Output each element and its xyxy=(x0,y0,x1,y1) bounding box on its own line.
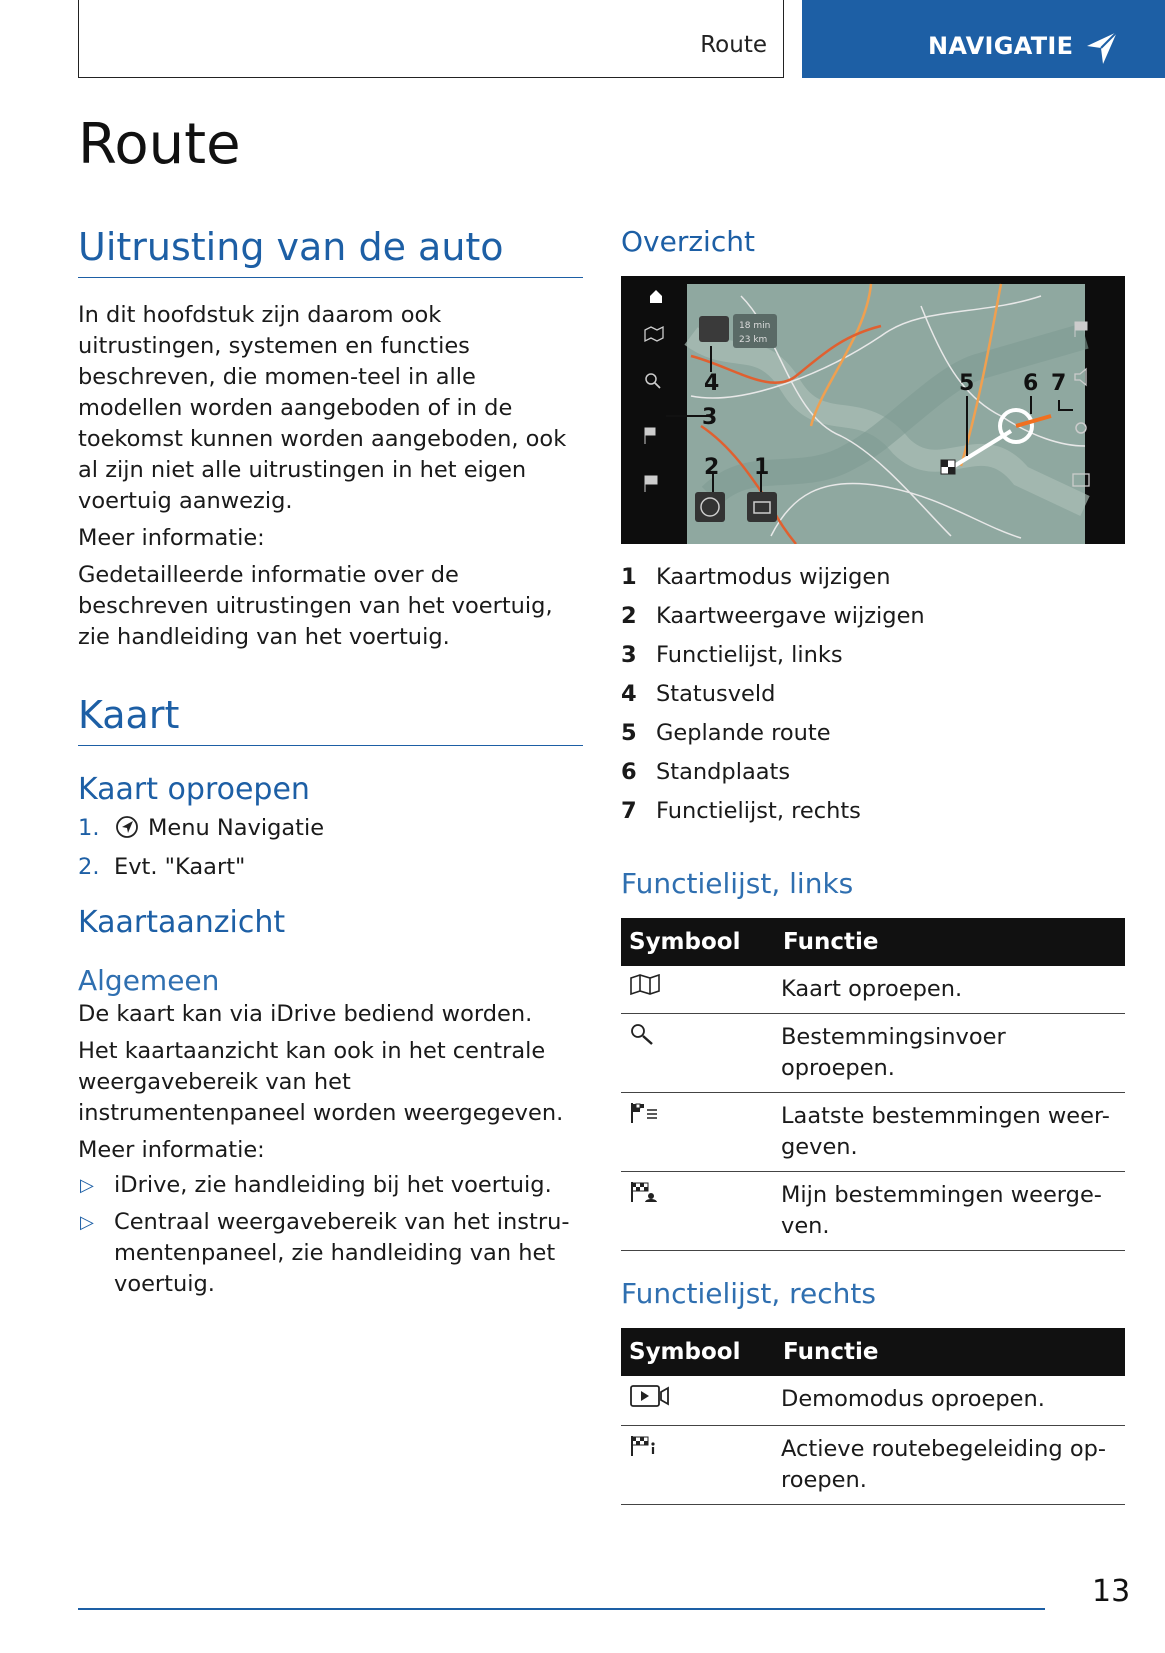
status-flag-icon xyxy=(699,316,729,342)
legend-text: Functielijst, rechts xyxy=(656,798,861,824)
footer-divider xyxy=(78,1608,1045,1610)
search-icon xyxy=(629,1022,657,1046)
function-cell: Laatste bestemmingen weer-geven. xyxy=(775,1093,1125,1172)
symbol-cell xyxy=(621,1376,775,1426)
route-guidance-icon xyxy=(629,1434,659,1458)
equipment-body: In dit hoofdstuk zijn daarom ook uitrustingen, systemen en functies beschreven, die momen-teel in alle modellen worden aangeboden of in de toekomst kunnen worden aangeboden, ook al zijn niet alle uitrustingen in het eigen voertuig aanwezig. xyxy=(78,302,567,514)
step-number: 1. xyxy=(78,815,100,841)
legend-number: 4 xyxy=(621,681,637,707)
right-column xyxy=(621,225,1125,1505)
overview-legend xyxy=(621,558,1125,831)
symbol-cell xyxy=(621,1172,775,1251)
map-call-steps xyxy=(78,813,583,883)
status-distance: 23 km xyxy=(739,335,768,345)
demo-mode-icon xyxy=(629,1384,671,1408)
legend-number: 3 xyxy=(621,642,637,668)
my-destinations-icon xyxy=(629,1180,659,1204)
step-number: 2. xyxy=(78,854,100,880)
function-cell: Bestemmingsinvoer oproepen. xyxy=(775,1014,1125,1093)
equipment-heading: Uitrusting van de auto xyxy=(78,225,583,278)
map-view-heading: Kaartaanzicht xyxy=(78,905,286,940)
table-row xyxy=(621,1376,1125,1426)
legend-text: Functielijst, links xyxy=(656,642,843,668)
bullet-triangle-icon: ▷ xyxy=(80,1212,94,1233)
function-cell: Kaart oproepen. xyxy=(775,966,1125,1014)
general-bullets xyxy=(78,1170,583,1300)
callout-1: 1 xyxy=(754,455,770,480)
table-row xyxy=(621,966,1125,1014)
function-cell: Actieve routebegeleiding op-roepen. xyxy=(775,1426,1125,1505)
step-item xyxy=(78,813,583,844)
legend-text: Kaartweergave wijzigen xyxy=(656,603,925,629)
bullet-text: iDrive, zie handleiding bij het voertuig. xyxy=(114,1172,552,1198)
page-number: 13 xyxy=(1092,1574,1131,1609)
legend-number: 6 xyxy=(621,759,637,785)
equipment-detail: Gedetailleerde informatie over de beschreven uitrustingen van het voertuig, zie handleiding van het voertuig. xyxy=(78,562,553,650)
callout-2: 2 xyxy=(704,455,720,480)
legend-item xyxy=(621,714,1125,753)
legend-text: Statusveld xyxy=(656,681,776,707)
general-heading: Algemeen xyxy=(78,964,220,997)
symbol-cell xyxy=(621,966,775,1014)
callout-7: 7 xyxy=(1051,371,1067,396)
bullet-triangle-icon: ▷ xyxy=(80,1175,94,1196)
legend-number: 1 xyxy=(621,564,637,590)
symbol-column-header: Symbool xyxy=(621,1328,775,1376)
table-row xyxy=(621,1093,1125,1172)
legend-number: 5 xyxy=(621,720,637,746)
table-row xyxy=(621,1014,1125,1093)
map-call-heading: Kaart oproepen xyxy=(78,772,310,807)
left-column xyxy=(78,225,583,1306)
callout-5: 5 xyxy=(959,371,975,396)
navigation-arrow-icon xyxy=(1085,30,1119,66)
step-text: Menu Navigatie xyxy=(148,815,325,841)
legend-item xyxy=(621,597,1125,636)
overview-heading: Overzicht xyxy=(621,225,755,258)
equipment-more-label: Meer informatie: xyxy=(78,525,265,551)
legend-text: Kaartmodus wijzigen xyxy=(656,564,891,590)
bullet-item xyxy=(78,1170,583,1201)
function-column-header: Functie xyxy=(775,1328,1125,1376)
function-cell: Demomodus oproepen. xyxy=(775,1376,1125,1426)
legend-item xyxy=(621,792,1125,831)
right-list-heading: Functielijst, rechts xyxy=(621,1277,876,1310)
general-paragraph-2: Het kaartaanzicht kan ook in het centrale weergavebereik van het instrumentenpaneel worden weergegeven. xyxy=(78,1038,564,1126)
navigation-menu-icon xyxy=(114,814,140,840)
table-row xyxy=(621,1426,1125,1505)
legend-item xyxy=(621,558,1125,597)
legend-number: 2 xyxy=(621,603,637,629)
left-function-table xyxy=(621,918,1125,1251)
symbol-cell xyxy=(621,1426,775,1505)
symbol-cell xyxy=(621,1014,775,1093)
legend-item xyxy=(621,675,1125,714)
map-mode-button[interactable] xyxy=(695,492,725,522)
table-header-row xyxy=(621,918,1125,966)
recent-destinations-icon xyxy=(629,1101,659,1125)
bullet-item xyxy=(78,1207,583,1300)
map-view-button[interactable] xyxy=(747,492,777,522)
map-screenshot-graphic xyxy=(621,276,1125,544)
page-title: Route xyxy=(78,112,241,177)
header-section-box xyxy=(78,0,784,78)
callout-4: 4 xyxy=(704,371,720,396)
table-row xyxy=(621,1172,1125,1251)
left-list-heading: Functielijst, links xyxy=(621,867,854,900)
legend-item xyxy=(621,636,1125,675)
navigation-screenshot xyxy=(621,276,1125,544)
function-column-header: Functie xyxy=(775,918,1125,966)
general-paragraph-1: De kaart kan via iDrive bediend worden. xyxy=(78,1001,533,1027)
header-section-label: Route xyxy=(700,32,767,58)
legend-item xyxy=(621,753,1125,792)
map-heading: Kaart xyxy=(78,693,583,746)
callout-6: 6 xyxy=(1023,371,1039,396)
symbol-column-header: Symbool xyxy=(621,918,775,966)
symbol-cell xyxy=(621,1093,775,1172)
legend-text: Geplande route xyxy=(656,720,831,746)
legend-text: Standplaats xyxy=(656,759,791,785)
general-more-label: Meer informatie: xyxy=(78,1137,265,1163)
callout-3: 3 xyxy=(702,405,718,430)
function-cell: Mijn bestemmingen weerge-ven. xyxy=(775,1172,1125,1251)
step-item xyxy=(78,852,583,883)
chapter-label: NAVIGATIE xyxy=(928,32,1074,60)
map-icon xyxy=(629,974,661,996)
bullet-text: Centraal weergavebereik van het instru-mentenpaneel, zie handleiding van het voertuig. xyxy=(114,1209,570,1297)
status-time: 18 min xyxy=(739,321,771,331)
table-header-row xyxy=(621,1328,1125,1376)
legend-number: 7 xyxy=(621,798,637,824)
right-function-table xyxy=(621,1328,1125,1505)
step-text: Evt. "Kaart" xyxy=(114,854,246,880)
